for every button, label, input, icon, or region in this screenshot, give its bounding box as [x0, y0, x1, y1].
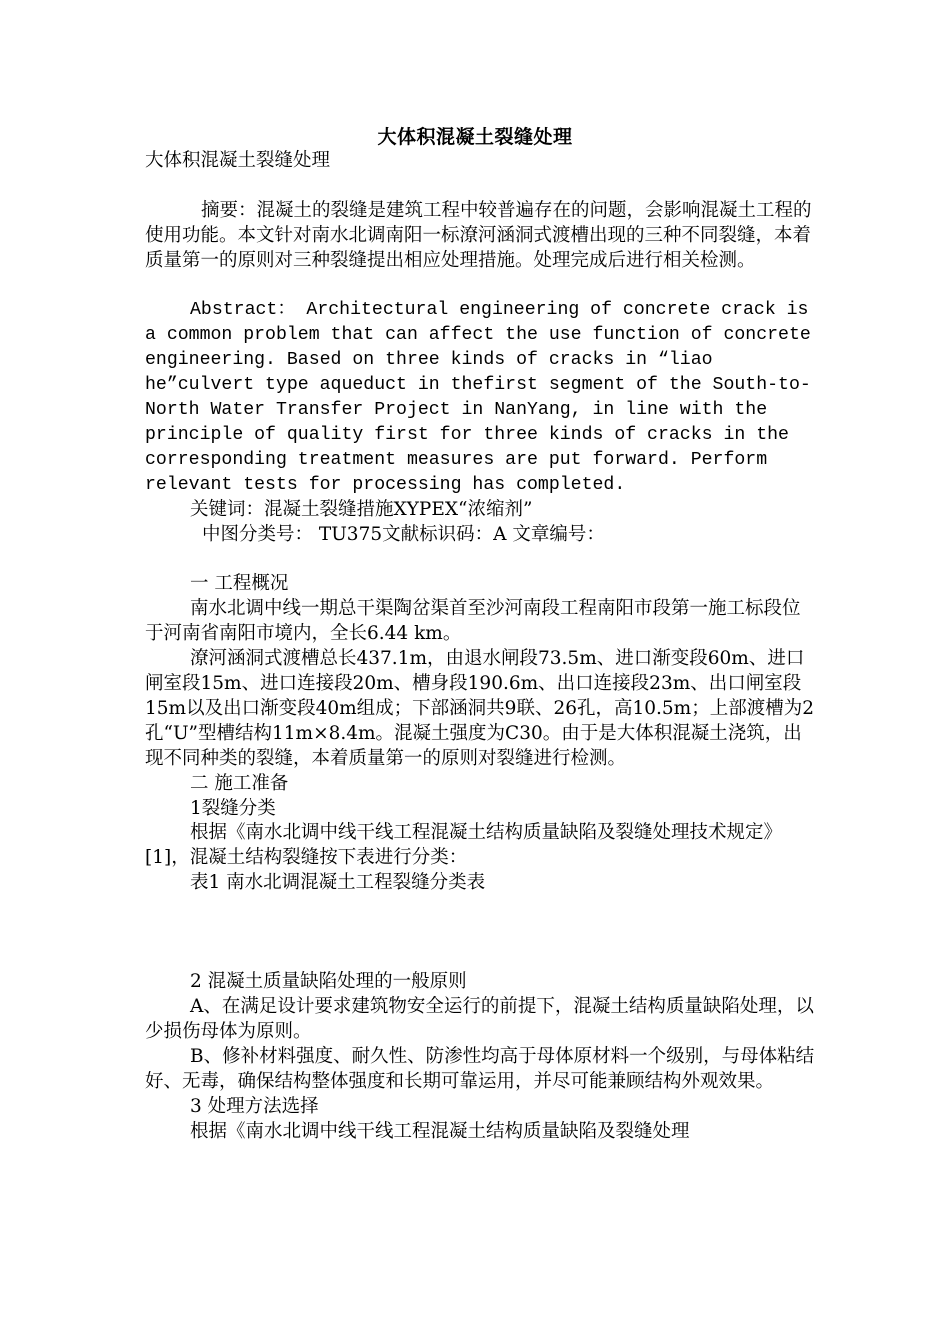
abstract-chinese: 摘要：混凝土的裂缝是建筑工程中较普遍存在的问题，会影响混凝土工程的使用功能。本文针对南水北调南阳一标潦河涵洞式渡槽出现的三种不同裂缝，本着质量第一的原则对三种裂缝提出相应处理措施。处理完成后进行相关检测。 [145, 199, 812, 271]
document-title: 大体积混凝土裂缝处理 [377, 126, 573, 148]
paragraph: A、在满足设计要求建筑物安全运行的前提下，混凝土结构质量缺陷处理，以少损伤母体为原则。 [145, 996, 814, 1042]
paragraph: 南水北调中线一期总干渠陶岔渠首至沙河南段工程南阳市段第一施工标段位于河南省南阳市境内，全长6.44 km。 [145, 598, 801, 645]
table-caption: 表1 南水北调混凝土工程裂缝分类表 [190, 872, 486, 894]
subsection-heading: 2 混凝土质量缺陷处理的一般原则 [190, 971, 467, 993]
classification-line: 中图分类号： TU375文献标识码：A 文章编号： [202, 523, 605, 545]
section-heading: 二 施工准备 [190, 772, 289, 794]
subsection-heading: 3 处理方法选择 [190, 1095, 319, 1117]
blank-line [145, 547, 817, 572]
section-heading: 一 工程概况 [190, 573, 289, 595]
blank-line [145, 274, 817, 299]
paragraph: 潦河涵洞式渡槽总长437.1m，由退水闸段73.5m、进口渐变段60m、进口闸室段15m、进口连接段20m、槽身段190.6m、出口连接段23m、出口闸室段15m以及出口渐变段40m组成；下部涵洞共9联、26孔，高10.5m；上部渡槽为2孔“U”型槽结构11m×8.4m。混凝土强度为C30。由于是大体积混凝土浇筑，出现不同种类的裂缝，本着质量第一的原则对裂缝进行检测。 [145, 648, 814, 769]
abstract-english: Abstract： Architectural engineering of concrete crack is a common problem that can affect the use function of concrete engineering. Based on three kinds of cracks in “liao he”culvert type aqueduct in thefirst segment of the South-to-North Water Transfer Project in NanYang, in line with the principle of quality first for three kinds of cracks in the corresponding treatment measures are put forward. Perform relevant tests for processing has completed. [145, 300, 811, 495]
paragraph: B、修补材料强度、耐久性、防渗性均高于母体原材料一个级别，与母体粘结好、无毒，确保结构整体强度和长期可靠运用，并尽可能兼顾结构外观效果。 [145, 1045, 815, 1092]
keywords: 关键词：混凝土裂缝措施XYPEX“浓缩剂” [190, 498, 533, 520]
table-placeholder [145, 896, 817, 970]
document-subtitle: 大体积混凝土裂缝处理 [145, 150, 331, 171]
paragraph: 根据《南水北调中线干线工程混凝土结构质量缺陷及裂缝处理技术规定》[1]，混凝土结构裂缝按下表进行分类： [145, 822, 783, 869]
paragraph: 根据《南水北调中线干线工程混凝土结构质量缺陷及裂缝处理 [190, 1120, 690, 1142]
blank-line [145, 174, 817, 199]
subsection-heading: 1裂缝分类 [190, 797, 276, 819]
document-body [145, 149, 817, 1144]
